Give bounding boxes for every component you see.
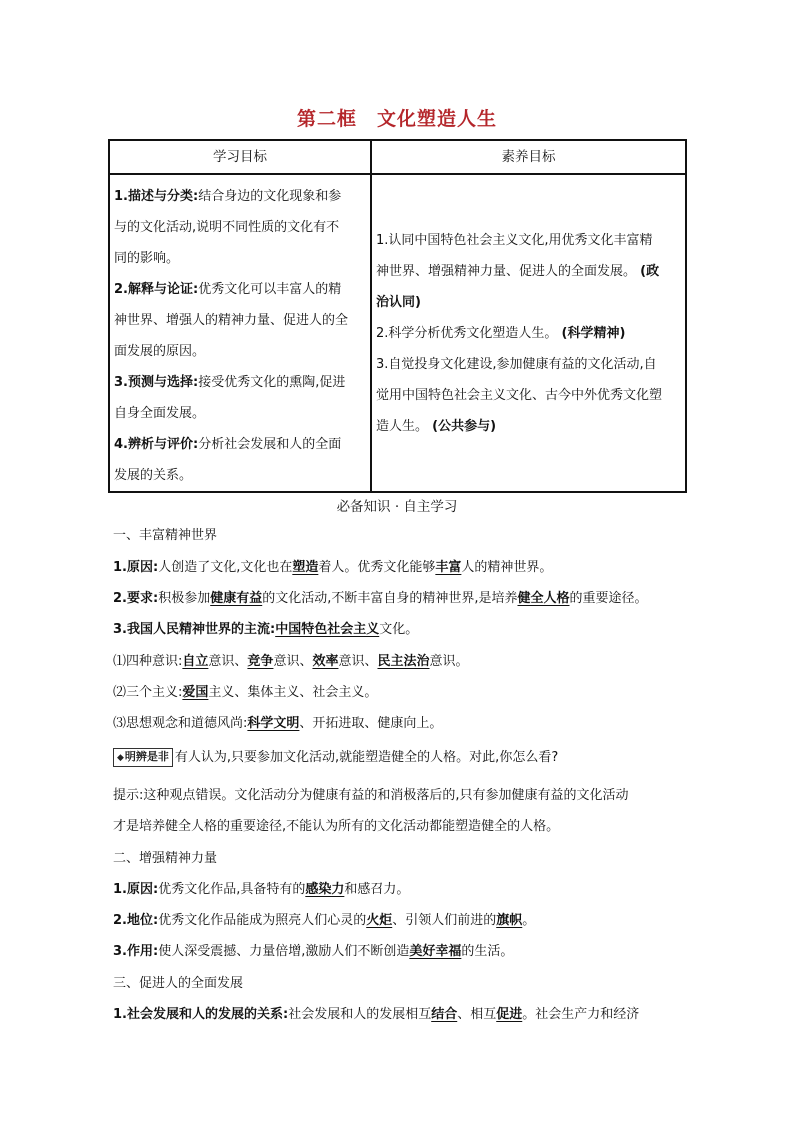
s1-line-5: ⑵三个主义:爱国主义、集体主义、社会主义。 [113,685,378,700]
s1-line-6: ⑶思想观念和道德风尚:科学文明、开拓进取、健康向上。 [113,716,443,731]
s1-question: ◆明辨是非 有人认为,只要参加文化活动,就能塑造健全的人格。对此,你怎么看? [113,746,558,767]
page-title: 第二框 文化塑造人生 [296,108,497,130]
s1-heading: 一、丰富精神世界 [113,528,218,543]
learning-goal-2: 2.解释与论证:优秀文化可以丰富人的精 神世界、增强人的精神力量、促进人的全 面发展的原因。 [114,282,349,359]
goals-table [108,139,687,493]
s2-line-3: 3.作用:使人深受震撼、力量倍增,激励人们不断创造美好幸福的生活。 [113,944,514,959]
s2-heading: 二、增强精神力量 [113,851,218,866]
learning-goal-3: 3.预测与选择:接受优秀文化的熏陶,促进 自身全面发展。 [114,375,346,421]
s2-line-1: 1.原因:优秀文化作品,具备特有的感染力和感召力。 [113,882,410,897]
s1-line-3: 3.我国人民精神世界的主流:中国特色社会主义文化。 [113,622,419,637]
learning-goal-4: 4.辨析与评价:分析社会发展和人的全面 发展的关系。 [114,437,342,483]
s2-line-2: 2.地位:优秀文化作品能成为照亮人们心灵的火炬、引领人们前进的旗帜。 [113,913,536,928]
literacy-goals-header: 素养目标 [371,140,686,174]
s1-line-4: ⑴四种意识:自立意识、竞争意识、效率意识、民主法治意识。 [113,654,469,669]
literacy-goals-cell [371,174,686,492]
literacy-goal-1: 1.认同中国特色社会主义文化,用优秀文化丰富精 神世界、增强精神力量、促进人的全面发展。 (政 治认同) [376,232,660,310]
s1-line-2: 2.要求:积极参加健康有益的文化活动,不断丰富自身的精神世界,是培养健全人格的重要途径。 [113,591,648,606]
learning-goals-header: 学习目标 [109,140,371,174]
section-heading: 必备知识 · 自主学习 [336,499,458,515]
s1-line-1: 1.原因:人创造了文化,文化也在塑造着人。优秀文化能够丰富人的精神世界。 [113,560,553,575]
literacy-goal-2: 2.科学分析优秀文化塑造人生。 (科学精神) [376,325,626,341]
s1-hint-2: 才是培养健全人格的重要途径,不能认为所有的文化活动都能塑造健全的人格。 [113,819,560,834]
discern-badge: ◆明辨是非 [113,748,173,767]
learning-goals-cell [109,174,371,492]
s3-heading: 三、促进人的全面发展 [113,976,244,991]
literacy-goal-3: 3.自觉投身文化建设,参加健康有益的文化活动,自 觉用中国特色社会主义文化、古今中外优秀文化塑 造人生。 (公共参与) [376,356,663,434]
learning-goal-1: 1.描述与分类:结合身边的文化现象和参 与的文化活动,说明不同性质的文化有不 同的影响。 [114,189,342,266]
s3-line-1: 1.社会发展和人的发展的关系:社会发展和人的发展相互结合、相互促进。社会生产力和经济 [113,1007,640,1022]
diamond-icon: ◆ [117,753,124,763]
s1-hint-1: 提示:这种观点错误。文化活动分为健康有益的和消极落后的,只有参加健康有益的文化活动 [113,788,629,803]
